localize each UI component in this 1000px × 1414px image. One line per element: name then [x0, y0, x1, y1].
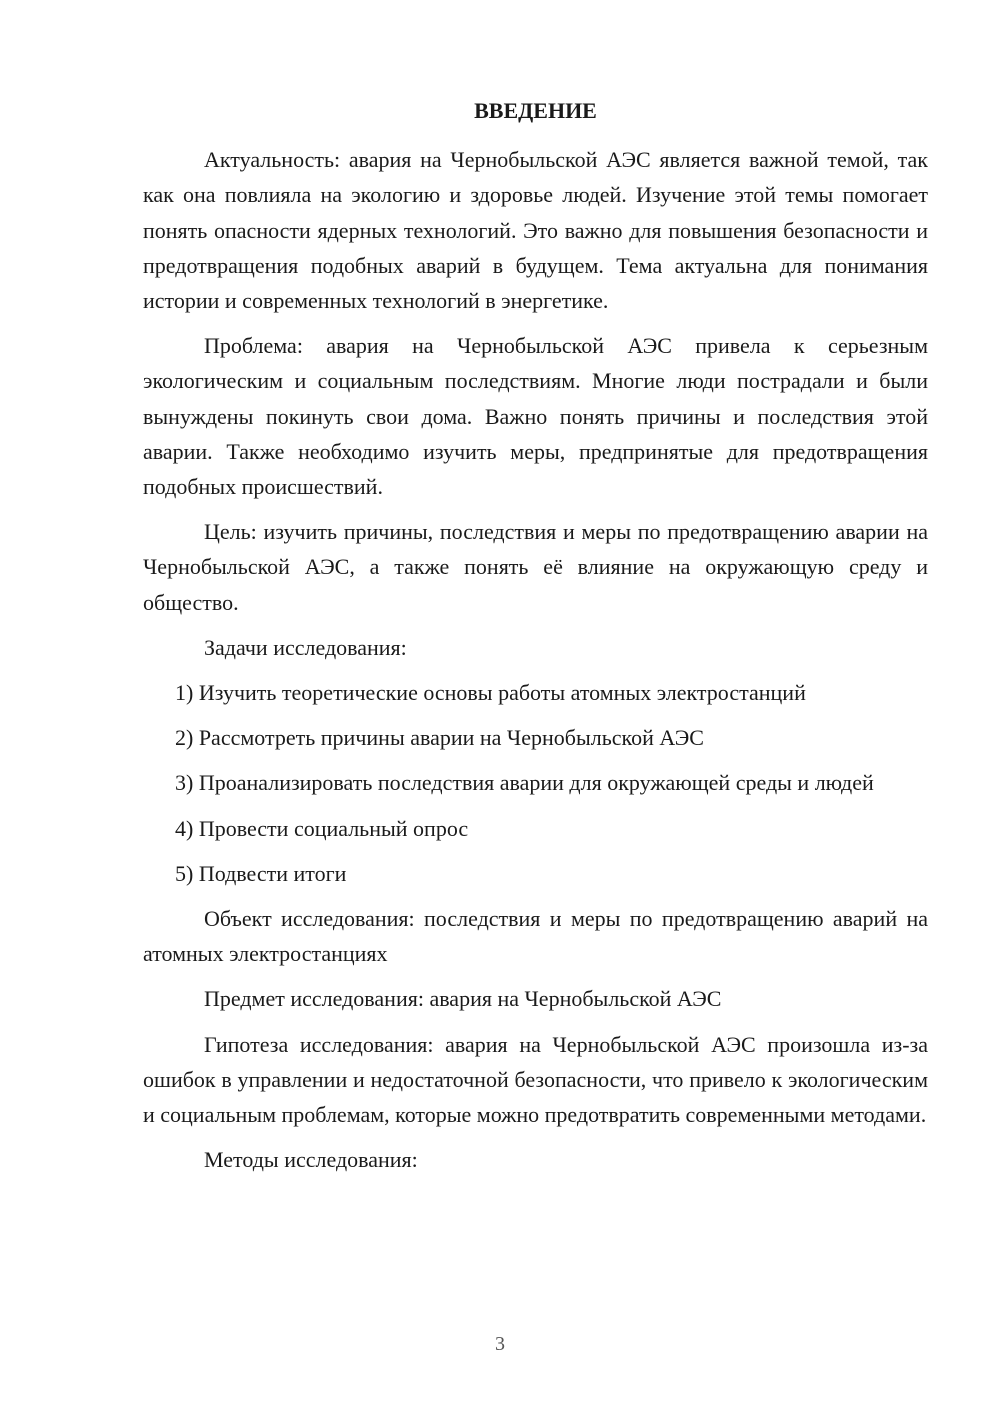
- paragraph-relevance: Актуальность: авария на Чернобыльской АЭС является важной темой, так как она повлияла на экологию и здоровье людей. Изучение этой темы помогает понять опасности ядерных технологий. Это важно для повышения безопасности и предотвращения подобных аварий в будущем. Тема актуальна для понимания истории и современных технологий в энергетике.: [143, 147, 928, 314]
- section-title: ВВЕДЕНИЕ: [474, 98, 597, 123]
- paragraph-object: Объект исследования: последствия и меры по предотвращению аварий на атомных электростанциях: [143, 906, 928, 967]
- paragraph-methods: Методы исследования:: [204, 1147, 418, 1173]
- paragraph-tasks-heading: Задачи исследования:: [204, 634, 407, 660]
- task-item-1: 1) Изучить теоретические основы работы атомных электростанций: [175, 680, 806, 706]
- paragraph-hypothesis: Гипотеза исследования: авария на Чернобыльской АЭС произошла из-за ошибок в управлении и недостаточной безопасности, что привело к экологическим и социальным проблемам, которые можно предотвратить современными методами.: [143, 1031, 928, 1128]
- page-number: 3: [495, 1333, 505, 1355]
- task-item-3: 3) Проанализировать последствия аварии для окружающей среды и людей: [175, 770, 874, 796]
- page-content: [143, 93, 928, 1187]
- paragraph-problem: Проблема: авария на Чернобыльской АЭС привела к серьезным экологическим и социальным последствиям. Многие люди пострадали и были вынуждены покинуть свои дома. Важно понять причины и последствия этой аварии. Также необходимо изучить меры, предпринятые для предотвращения подобных происшествий.: [143, 333, 928, 500]
- task-item-2: 2) Рассмотреть причины аварии на Чернобыльской АЭС: [175, 725, 704, 751]
- paragraph-subject: Предмет исследования: авария на Чернобыльской АЭС: [204, 986, 722, 1012]
- paragraph-goal: Цель: изучить причины, последствия и меры по предотвращению аварии на Чернобыльской АЭС, а также понять её влияние на окружающую среду и общество.: [143, 519, 928, 615]
- task-item-5: 5) Подвести итоги: [175, 860, 347, 886]
- task-item-4: 4) Провести социальный опрос: [175, 815, 469, 841]
